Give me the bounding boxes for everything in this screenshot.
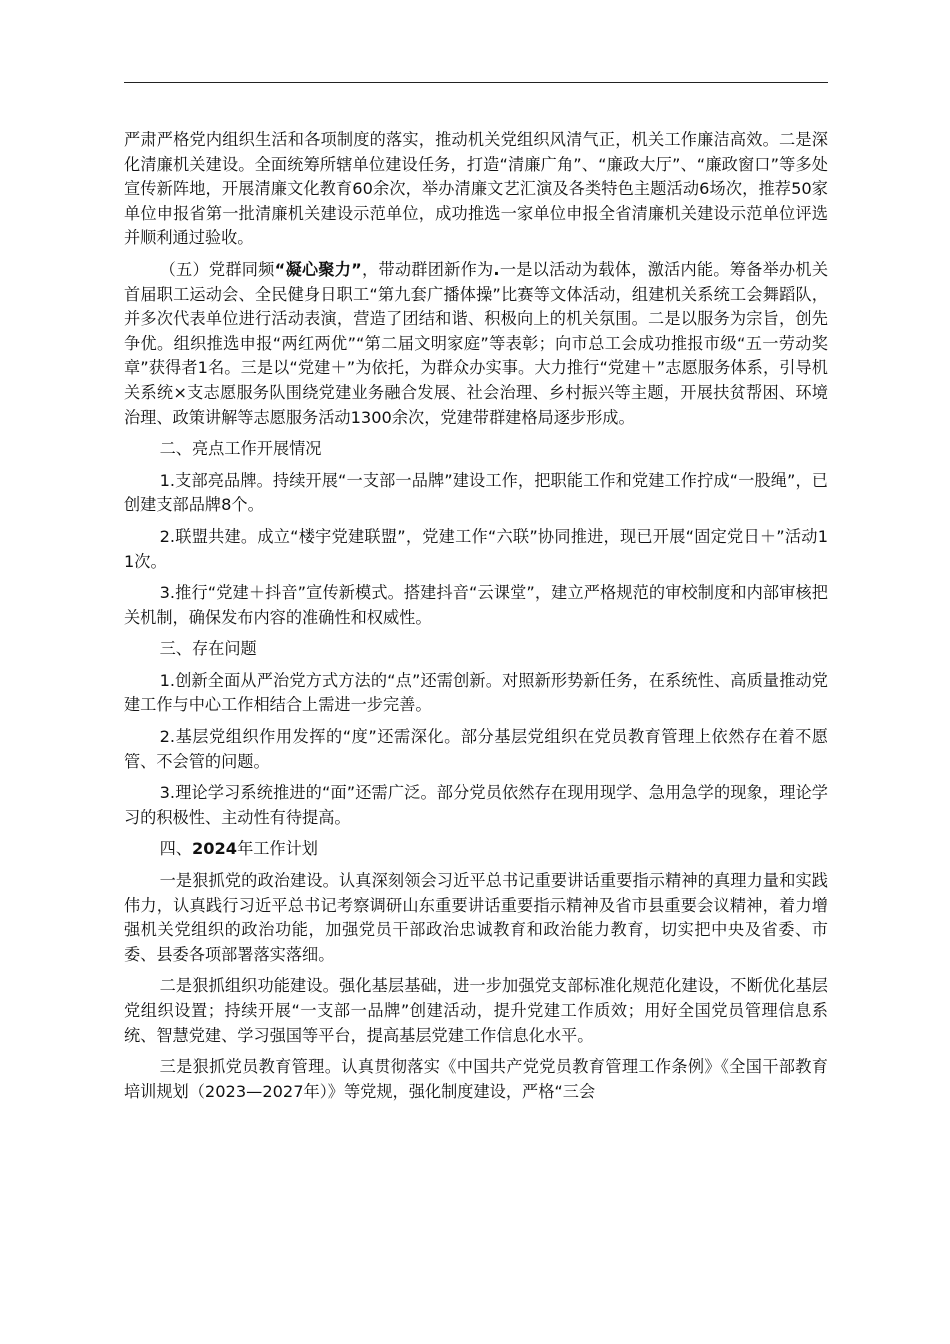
header-rule bbox=[124, 82, 828, 83]
paragraph-section-5 bbox=[124, 258, 828, 430]
paragraph-plan-1: 一是狠抓党的政治建设。认真深刻领会习近平总书记重要讲话重要指示精神的真理力量和实践伟力，认真践行习近平总书记考察调研山东重要讲话重要指示精神及省市县重要会议精神，着力增强机关党组织的政治功能，加强党员干部政治忠诚教育和政治能力教育，切实把中央及省委、市委、县委各项部署落实落细。 bbox=[124, 871, 828, 964]
heading-problems: 三、存在问题 bbox=[159, 639, 257, 659]
plan-heading-year: 2024 bbox=[192, 839, 238, 859]
paragraph-problem-1: 1.创新全面从严治党方式方法的“点”还需创新。对照新形势新任务，在系统性、高质量推动党建工作与中心工作相结合上需进一步完善。 bbox=[124, 670, 828, 715]
section-5-body: 一是以活动为载体，激活内能。筹备举办机关首届职工运动会、全民健身日职工“第九套广播体操”比赛等文体活动，组建机关系统工会舞蹈队，并多次代表单位进行活动表演，营造了团结和谐、积极向上的机关氛围。二是以服务为宗旨，创先争优。组织推选申报“两红两优”“第二届文明家庭”等表彰；向市总工会成功推报市级“五一劳动奖章”获得者1名。三是以“党建＋”为依托，为群众办实事。大力推行“党建＋”志愿服务体系，引导机关系统×支志愿服务队围绕党建业务融合发展、社会治理、乡村振兴等主题，开展扶贫帮困、环境治理、政策讲解等志愿服务活动1300余次，党建带群建格局逐步形成。 bbox=[124, 259, 829, 427]
document-body bbox=[124, 128, 828, 1111]
paragraph-highlight-3: 3.推行“党建＋抖音”宣传新模式。搭建抖音“云课堂”，建立严格规范的审校制度和内部审核把关机制，确保发布内容的准确性和权威性。 bbox=[124, 583, 828, 627]
paragraph-plan-3: 三是狠抓党员教育管理。认真贯彻落实《中国共产党党员教育管理工作条例》《全国干部教育培训规划（2023—2027年）》等党规，强化制度建设，严格“三会 bbox=[124, 1057, 828, 1101]
section-5-bold-title: “凝心聚力” bbox=[274, 259, 362, 279]
plan-heading-rest: 年工作计划 bbox=[237, 839, 318, 859]
paragraph-1: 严肃严格党内组织生活和各项制度的落实，推动机关党组织风清气正，机关工作廉洁高效。二是深化清廉机关建设。全面统筹所辖单位建设任务，打造“清廉广角”、“廉政大厅”、“廉政窗口”等多处宣传新阵地，开展清廉文化教育60余次，举办清廉文艺汇演及各类特色主题活动6场次，推荐50家单位申报省第一批清廉机关建设示范单位，成功推选一家单位申报全省清廉机关建设示范单位评选并顺利通过验收。 bbox=[124, 130, 828, 248]
heading-plan-2024 bbox=[124, 837, 828, 862]
paragraph-highlight-2: 2.联盟共建。成立“楼宇党建联盟”，党建工作“六联”协同推进，现已开展“固定党日＋”活动11次。 bbox=[124, 526, 828, 571]
plan-heading-lead: 四、 bbox=[159, 839, 192, 859]
heading-highlights: 二、亮点工作开展情况 bbox=[159, 439, 322, 459]
section-5-lead: （五）党群同频 bbox=[159, 259, 275, 279]
section-5-bold-dot: . bbox=[493, 259, 500, 279]
paragraph-problem-3: 3.理论学习系统推进的“面”还需广泛。部分党员依然存在现用现学、急用急学的现象，理论学习的积极性、主动性有待提高。 bbox=[124, 783, 828, 827]
paragraph-problem-2: 2.基层党组织作用发挥的“度”还需深化。部分基层党组织在党员教育管理上依然存在着不愿管、不会管的问题。 bbox=[124, 727, 828, 771]
paragraph-plan-2: 二是狠抓组织功能建设。强化基层基础，进一步加强党支部标准化规范化建设，不断优化基层党组织设置；持续开展“一支部一品牌”创建活动，提升党建工作质效；用好全国党员管理信息系统、智慧党建、学习强国等平台，提高基层党建工作信息化水平。 bbox=[124, 976, 828, 1045]
section-5-mid: ，带动群团新作为 bbox=[361, 259, 494, 279]
paragraph-highlight-1: 1.支部亮品牌。持续开展“一支部一品牌”建设工作，把职能工作和党建工作拧成“一股绳”，已创建支部品牌8个。 bbox=[124, 470, 828, 515]
